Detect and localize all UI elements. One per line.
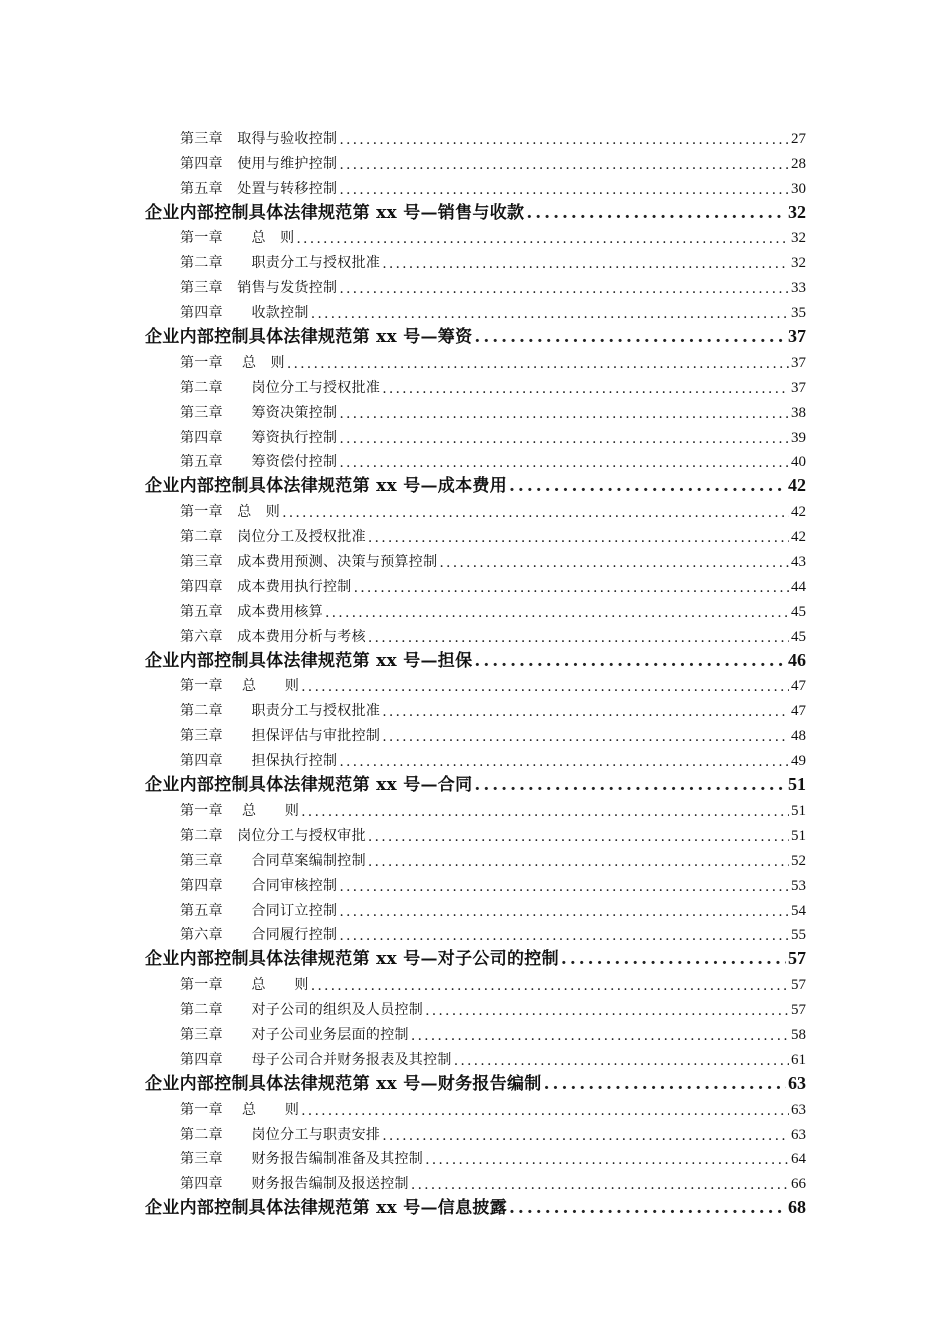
toc-dot-leader: [382, 729, 789, 747]
toc-chapter-entry[interactable]: [180, 548, 806, 573]
toc-entry-title: 企业内部控制具体法律规范第 xx 号—筹资: [145, 327, 473, 348]
toc-entry-title: 第二章 职责分工与授权批准: [180, 255, 381, 272]
toc-chapter-entry[interactable]: [180, 399, 806, 424]
toc-chapter-entry[interactable]: [180, 349, 806, 374]
toc-page-number: 55: [791, 927, 806, 944]
toc-section-entry[interactable]: [145, 324, 806, 349]
toc-chapter-entry[interactable]: [180, 1121, 806, 1146]
toc-dot-leader: [354, 580, 789, 598]
toc-entry-title: 企业内部控制具体法律规范第 xx 号—销售与收款: [145, 202, 525, 223]
toc-chapter-entry[interactable]: [180, 299, 806, 324]
toc-chapter-entry[interactable]: [180, 125, 806, 150]
toc-dot-leader: [339, 904, 789, 922]
toc-page-number: 58: [791, 1026, 806, 1043]
toc-entry-title: 第一章 总 则: [180, 1101, 300, 1118]
toc-chapter-entry[interactable]: [180, 1021, 806, 1046]
toc-page-number: 45: [791, 603, 806, 620]
toc-page-number: 35: [791, 305, 806, 322]
toc-page-number: 49: [791, 753, 806, 770]
toc-entry-title: 企业内部控制具体法律规范第 xx 号—合同: [145, 775, 473, 796]
toc-entry-title: 第一章 总 则: [180, 230, 295, 247]
toc-page-number: 57: [791, 1002, 806, 1019]
toc-entry-title: 第四章 合同审核控制: [180, 877, 338, 894]
toc-entry-title: 第二章 岗位分工与授权审批: [180, 827, 366, 844]
toc-dot-leader: [474, 327, 786, 349]
toc-page-number: 32: [788, 201, 806, 222]
toc-section-entry[interactable]: [145, 1195, 806, 1220]
toc-entry-title: 第五章 筹资偿付控制: [180, 454, 338, 471]
toc-page-number: 47: [791, 678, 806, 695]
toc-dot-leader: [411, 1028, 789, 1046]
toc-entry-title: 第三章 合同草案编制控制: [180, 852, 366, 869]
toc-chapter-entry[interactable]: [180, 872, 806, 897]
toc-entry-title: 第一章 总 则: [180, 977, 309, 994]
toc-entry-title: 第二章 对子公司的组织及人员控制: [180, 1002, 424, 1019]
toc-chapter-entry[interactable]: [180, 424, 806, 449]
toc-chapter-entry[interactable]: [180, 623, 806, 648]
toc-page-number: 66: [791, 1176, 806, 1193]
toc-page-number: 61: [791, 1051, 806, 1068]
toc-chapter-entry[interactable]: [180, 996, 806, 1021]
toc-entry-title: 第四章 使用与维护控制: [180, 155, 338, 172]
toc-entry-title: 企业内部控制具体法律规范第 xx 号—对子公司的控制: [145, 949, 559, 970]
toc-entry-title: 第三章 成本费用预测、决策与预算控制: [180, 554, 438, 571]
toc-entry-title: 企业内部控制具体法律规范第 xx 号—担保: [145, 650, 473, 671]
toc-page-number: 39: [791, 429, 806, 446]
toc-entry-title: 第一章 总 则: [180, 802, 300, 819]
toc-section-entry[interactable]: [145, 772, 806, 797]
toc-chapter-entry[interactable]: [180, 225, 806, 250]
toc-dot-leader: [339, 879, 789, 897]
toc-chapter-entry[interactable]: [180, 971, 806, 996]
toc-section-entry[interactable]: [145, 946, 806, 971]
toc-chapter-entry[interactable]: [180, 797, 806, 822]
toc-dot-leader: [474, 651, 786, 673]
toc-entry-title: 企业内部控制具体法律规范第 xx 号—成本费用: [145, 476, 508, 497]
toc-chapter-entry[interactable]: [180, 1146, 806, 1171]
toc-entry-title: 第一章 总 则: [180, 678, 300, 695]
toc-dot-leader: [368, 854, 789, 872]
toc-section-entry[interactable]: [145, 473, 806, 498]
toc-page-number: 63: [791, 1126, 806, 1143]
toc-entry-title: 第六章 合同履行控制: [180, 927, 338, 944]
toc-page-number: 51: [791, 802, 806, 819]
toc-chapter-entry[interactable]: [180, 498, 806, 523]
toc-entry-title: 第四章 收款控制: [180, 305, 309, 322]
toc-page-number: 37: [788, 326, 806, 347]
toc-dot-leader: [339, 406, 789, 424]
toc-page-number: 37: [791, 354, 806, 371]
toc-entry-title: 第四章 财务报告编制及报送控制: [180, 1176, 409, 1193]
toc-dot-leader: [311, 978, 789, 996]
toc-page-number: 64: [791, 1151, 806, 1168]
toc-page-number: 28: [791, 155, 806, 172]
toc-chapter-entry[interactable]: [180, 897, 806, 922]
toc-chapter-entry[interactable]: [180, 722, 806, 747]
toc-dot-leader: [287, 356, 789, 374]
toc-page-number: 44: [791, 578, 806, 595]
toc-chapter-entry[interactable]: [180, 150, 806, 175]
toc-dot-leader: [368, 829, 789, 847]
toc-dot-leader: [526, 203, 786, 225]
table-of-contents: [0, 125, 950, 1220]
toc-page-number: 38: [791, 404, 806, 421]
toc-dot-leader: [425, 1152, 789, 1170]
toc-dot-leader: [382, 381, 789, 399]
toc-dot-leader: [561, 949, 786, 971]
toc-chapter-entry[interactable]: [180, 175, 806, 200]
toc-section-entry[interactable]: [145, 1071, 806, 1096]
toc-page-number: 45: [791, 628, 806, 645]
toc-section-entry[interactable]: [145, 648, 806, 673]
toc-dot-leader: [425, 1003, 789, 1021]
toc-chapter-entry[interactable]: [180, 523, 806, 548]
toc-entry-title: 企业内部控制具体法律规范第 xx 号—信息披露: [145, 1198, 508, 1219]
toc-chapter-entry[interactable]: [180, 573, 806, 598]
toc-dot-leader: [509, 476, 786, 498]
toc-entry-title: 第一章 总 则: [180, 354, 285, 371]
toc-dot-leader: [382, 1128, 789, 1146]
toc-entry-title: 第四章 筹资执行控制: [180, 429, 338, 446]
toc-chapter-entry[interactable]: [180, 922, 806, 947]
toc-entry-title: 企业内部控制具体法律规范第 xx 号—财务报告编制: [145, 1073, 542, 1094]
toc-chapter-entry[interactable]: [180, 1096, 806, 1121]
toc-entry-title: 第二章 岗位分工及授权批准: [180, 529, 366, 546]
toc-chapter-entry[interactable]: [180, 598, 806, 623]
toc-dot-leader: [301, 679, 789, 697]
toc-dot-leader: [509, 1198, 786, 1220]
toc-dot-leader: [301, 1103, 789, 1121]
toc-entry-title: 第一章 总 则: [180, 504, 281, 521]
toc-section-entry[interactable]: [145, 200, 806, 225]
toc-chapter-entry[interactable]: [180, 1170, 806, 1195]
toc-entry-title: 第二章 岗位分工与职责安排: [180, 1126, 381, 1143]
toc-page-number: 46: [788, 649, 806, 670]
toc-dot-leader: [339, 132, 789, 150]
toc-entry-title: 第三章 财务报告编制准备及其控制: [180, 1151, 424, 1168]
toc-page-number: 42: [791, 529, 806, 546]
toc-entry-title: 第三章 销售与发货控制: [180, 280, 338, 297]
toc-page-number: 57: [788, 948, 806, 969]
toc-entry-title: 第五章 处置与转移控制: [180, 180, 338, 197]
toc-page-number: 30: [791, 180, 806, 197]
toc-dot-leader: [339, 431, 789, 449]
toc-chapter-entry[interactable]: [180, 449, 806, 474]
toc-page-number: 42: [788, 475, 806, 496]
toc-chapter-entry[interactable]: [180, 274, 806, 299]
toc-page-number: 27: [791, 130, 806, 147]
toc-dot-leader: [301, 804, 789, 822]
toc-dot-leader: [325, 605, 789, 623]
toc-entry-title: 第四章 担保执行控制: [180, 753, 338, 770]
toc-entry-title: 第六章 成本费用分析与考核: [180, 628, 366, 645]
toc-entry-title: 第二章 岗位分工与授权批准: [180, 379, 381, 396]
toc-dot-leader: [339, 281, 789, 299]
toc-chapter-entry[interactable]: [180, 747, 806, 772]
toc-entry-title: 第四章 成本费用执行控制: [180, 578, 352, 595]
toc-page-number: 32: [791, 255, 806, 272]
toc-chapter-entry[interactable]: [180, 1046, 806, 1071]
toc-entry-title: 第五章 成本费用核算: [180, 603, 323, 620]
toc-chapter-entry[interactable]: [180, 697, 806, 722]
toc-entry-title: 第三章 担保评估与审批控制: [180, 728, 381, 745]
toc-page-number: 33: [791, 280, 806, 297]
toc-dot-leader: [544, 1074, 786, 1096]
toc-page-number: 68: [788, 1197, 806, 1218]
toc-entry-title: 第三章 对子公司业务层面的控制: [180, 1026, 409, 1043]
toc-dot-leader: [439, 555, 789, 573]
toc-dot-leader: [382, 704, 789, 722]
toc-page-number: 48: [791, 728, 806, 745]
toc-page-number: 52: [791, 852, 806, 869]
toc-dot-leader: [368, 530, 789, 548]
toc-entry-title: 第三章 筹资决策控制: [180, 404, 338, 421]
toc-page-number: 63: [791, 1101, 806, 1118]
toc-page-number: 32: [791, 230, 806, 247]
toc-chapter-entry[interactable]: [180, 249, 806, 274]
toc-page-number: 51: [788, 774, 806, 795]
toc-dot-leader: [382, 256, 789, 274]
toc-dot-leader: [339, 157, 789, 175]
toc-dot-leader: [282, 505, 789, 523]
toc-dot-leader: [296, 231, 789, 249]
toc-page-number: 53: [791, 877, 806, 894]
toc-chapter-entry[interactable]: [180, 822, 806, 847]
toc-entry-title: 第五章 合同订立控制: [180, 902, 338, 919]
toc-page-number: 47: [791, 703, 806, 720]
toc-page-number: 51: [791, 827, 806, 844]
toc-entry-title: 第二章 职责分工与授权批准: [180, 703, 381, 720]
toc-page-number: 63: [788, 1072, 806, 1093]
toc-page-number: 40: [791, 454, 806, 471]
toc-dot-leader: [474, 775, 786, 797]
toc-page-number: 43: [791, 554, 806, 571]
toc-page-number: 57: [791, 977, 806, 994]
toc-entry-title: 第四章 母子公司合并财务报表及其控制: [180, 1051, 452, 1068]
toc-chapter-entry[interactable]: [180, 673, 806, 698]
toc-chapter-entry[interactable]: [180, 374, 806, 399]
toc-page-number: 42: [791, 504, 806, 521]
toc-entry-title: 第三章 取得与验收控制: [180, 130, 338, 147]
toc-page-number: 37: [791, 379, 806, 396]
toc-chapter-entry[interactable]: [180, 847, 806, 872]
toc-page-number: 54: [791, 902, 806, 919]
